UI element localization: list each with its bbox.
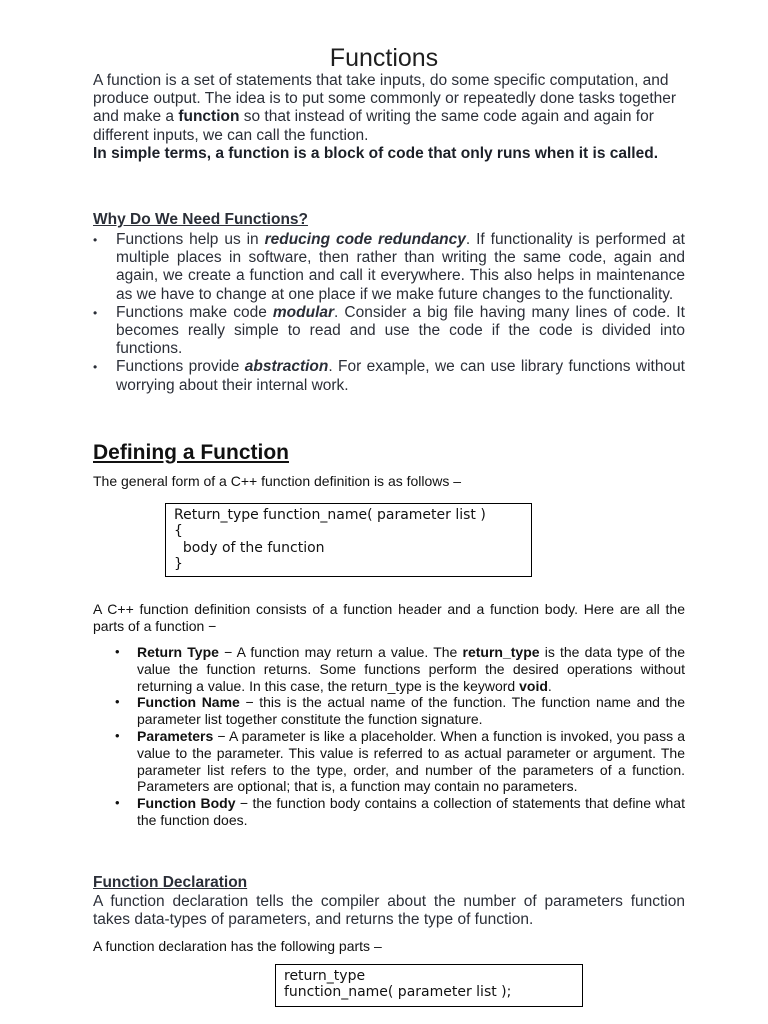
why-heading: Why Do We Need Functions? — [93, 211, 308, 228]
why-list — [93, 231, 685, 395]
list-item: • Function Name − this is the actual name of the function. The function name and the parameter list together constitute the function signature. — [115, 694, 685, 728]
list-item: • Functions make code modular. Consider a big file having many lines of code. It becomes really simple to read and use the code if the code is divided into functions. — [93, 304, 685, 359]
intro-paragraph: A function is a set of statements that take inputs, do some specific computation, and produce output. The idea is to put some commonly or repeatedly done tasks together and make a function so that instead of writing the same code again and again for different inputs, we can call the function. — [93, 72, 677, 144]
general-form-text: The general form of a C++ function definition is as follows – — [93, 473, 462, 489]
list-item: • Function Body − the function body contains a collection of statements that define what the function does. — [115, 795, 685, 829]
list-item: • Return Type − A function may return a value. The return_type is the data type of the value the function returns. Some functions perform the desired operations without returning a value. In this case, the return_type is the keyword void. — [115, 644, 685, 694]
code-line: body of the function — [174, 539, 325, 556]
intro-summary: In simple terms, a function is a block of code that only runs when it is called. — [93, 144, 659, 162]
list-item: • Parameters − A parameter is like a placeholder. When a function is invoked, you pass a value to the parameter. This value is referred to as actual parameter or argument. The parameter list refers to the type, order, and number of the parameters of a function. Parameters are optional; that is, a function may contain no parameters. — [115, 728, 685, 795]
definition-paragraph: A C++ function definition consists of a function header and a function body. Here are all the parts of a function − — [93, 601, 685, 634]
code-line: Return_type function_name( parameter list ) — [174, 507, 486, 523]
list-item: • Functions provide abstraction. For example, we can use library functions without worrying about their internal work. — [93, 358, 685, 394]
code-line: { — [174, 523, 183, 540]
intro-section — [93, 72, 685, 163]
code-line: return_type — [284, 968, 366, 984]
defining-heading: Defining a Function — [93, 441, 289, 464]
declaration-parts-intro: A function declaration has the following parts – — [93, 938, 382, 954]
code-line: } — [174, 555, 183, 572]
declaration-heading: Function Declaration — [93, 874, 248, 891]
definition-code-box — [165, 503, 532, 577]
page-title: Functions — [329, 44, 439, 72]
declaration-text: A function declaration tells the compiler about the number of parameters function takes data-types of parameters, and returns the type of function. — [93, 893, 685, 929]
function-parts-list — [115, 644, 685, 829]
list-item: • Functions help us in reducing code redundancy. If functionality is performed at multiple places in software, then rather than writing the same code, again and again, we create a function and call it everywhere. This also helps in maintenance as we have to change at one place if we make future changes to the functionality. — [93, 231, 685, 304]
declaration-code-box — [275, 964, 583, 1007]
code-line: function_name( parameter list ); — [284, 984, 512, 1001]
